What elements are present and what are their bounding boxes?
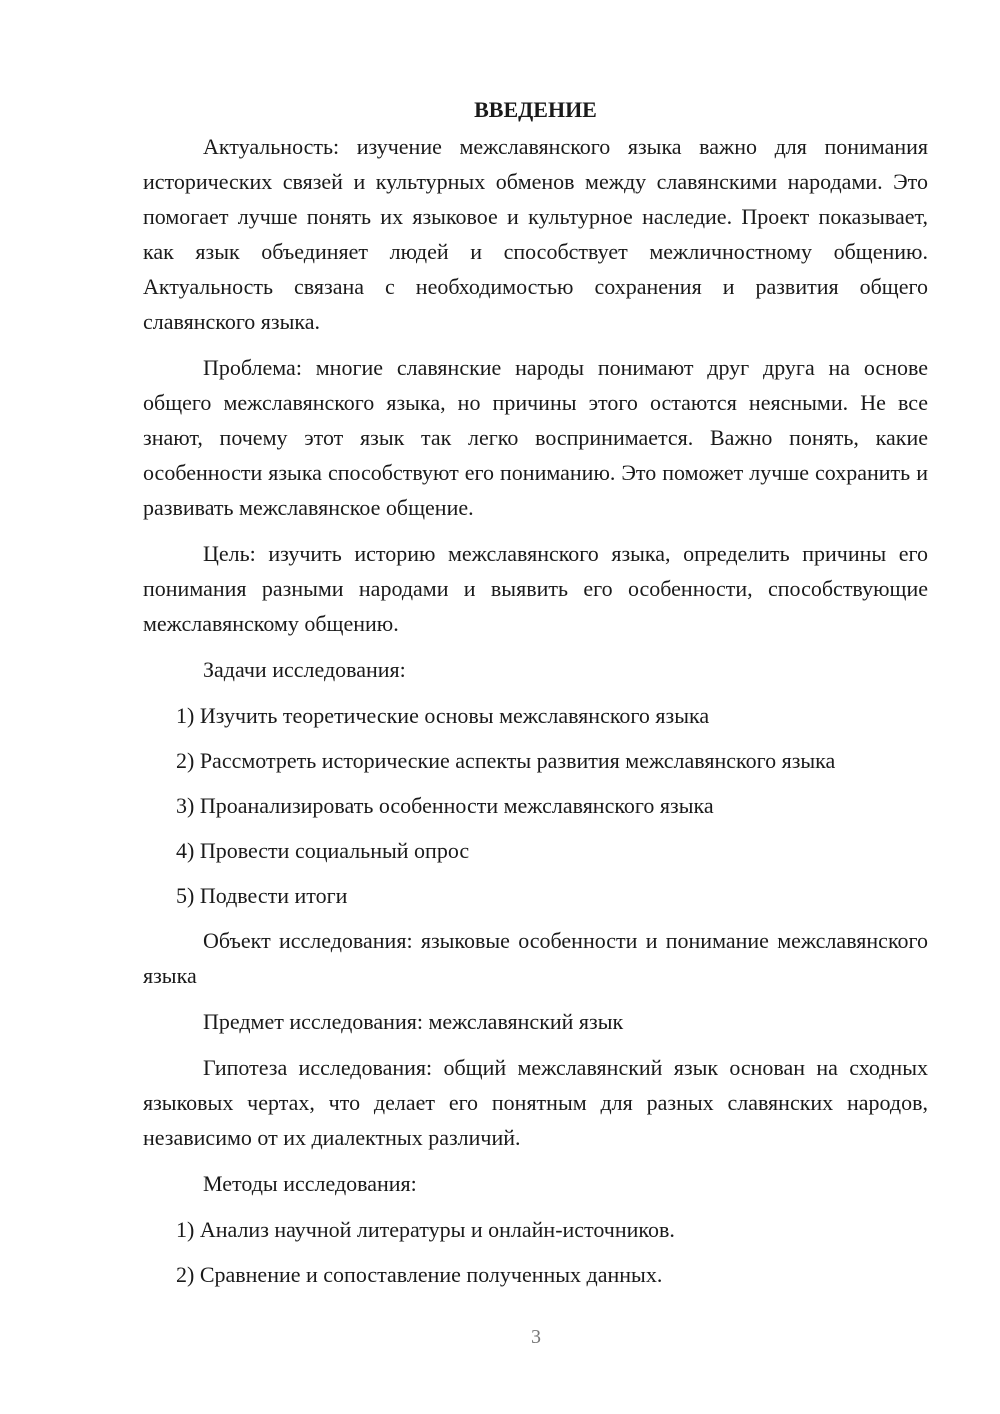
document-page	[143, 92, 928, 1302]
task-item-3: 3) Проанализировать особенности межславянского языка	[176, 793, 714, 818]
task-item-1: 1) Изучить теоретические основы межславянского языка	[176, 703, 710, 728]
task-item-4: 4) Провести социальный опрос	[176, 838, 470, 863]
page-number: 3	[531, 1326, 541, 1348]
method-item-2: 2) Сравнение и сопоставление полученных данных.	[176, 1262, 663, 1287]
tasks-heading: Задачи исследования:	[203, 657, 406, 682]
method-item-1: 1) Анализ научной литературы и онлайн-источников.	[176, 1217, 675, 1242]
goal-paragraph: Цель: изучить историю межславянского языка, определить причины его понимания разными народами и выявить его особенности, способствующие межславянскому общению.	[143, 541, 928, 636]
methods-heading: Методы исследования:	[203, 1171, 417, 1196]
problem-paragraph: Проблема: многие славянские народы понимают друг друга на основе общего межславянского языка, но причины этого остаются неясными. Не все знают, почему этот язык так легко воспринимается. Важно понять, какие особенности языка способствуют его пониманию. Это поможет лучше сохранить и развивать межславянское общение.	[143, 355, 928, 520]
subject-paragraph: Предмет исследования: межславянский язык	[203, 1009, 624, 1034]
task-item-2: 2) Рассмотреть исторические аспекты развития межславянского языка	[176, 748, 836, 773]
task-item-5: 5) Подвести итоги	[176, 883, 348, 908]
relevance-paragraph: Актуальность: изучение межславянского языка важно для понимания исторических связей и культурных обменов между славянскими народами. Это помогает лучше понять их языковое и культурное наследие. Проект показывает, как язык объединяет людей и способствует межличностному общению. Актуальность связана с необходимостью сохранения и развития общего славянского языка.	[143, 134, 928, 334]
object-paragraph: Объект исследования: языковые особенности и понимание межславянского языка	[143, 928, 928, 988]
page-title: ВВЕДЕНИЕ	[474, 97, 597, 122]
hypothesis-paragraph: Гипотеза исследования: общий межславянский язык основан на сходных языковых чертах, что делает его понятным для разных славянских народов, независимо от их диалектных различий.	[143, 1055, 928, 1150]
